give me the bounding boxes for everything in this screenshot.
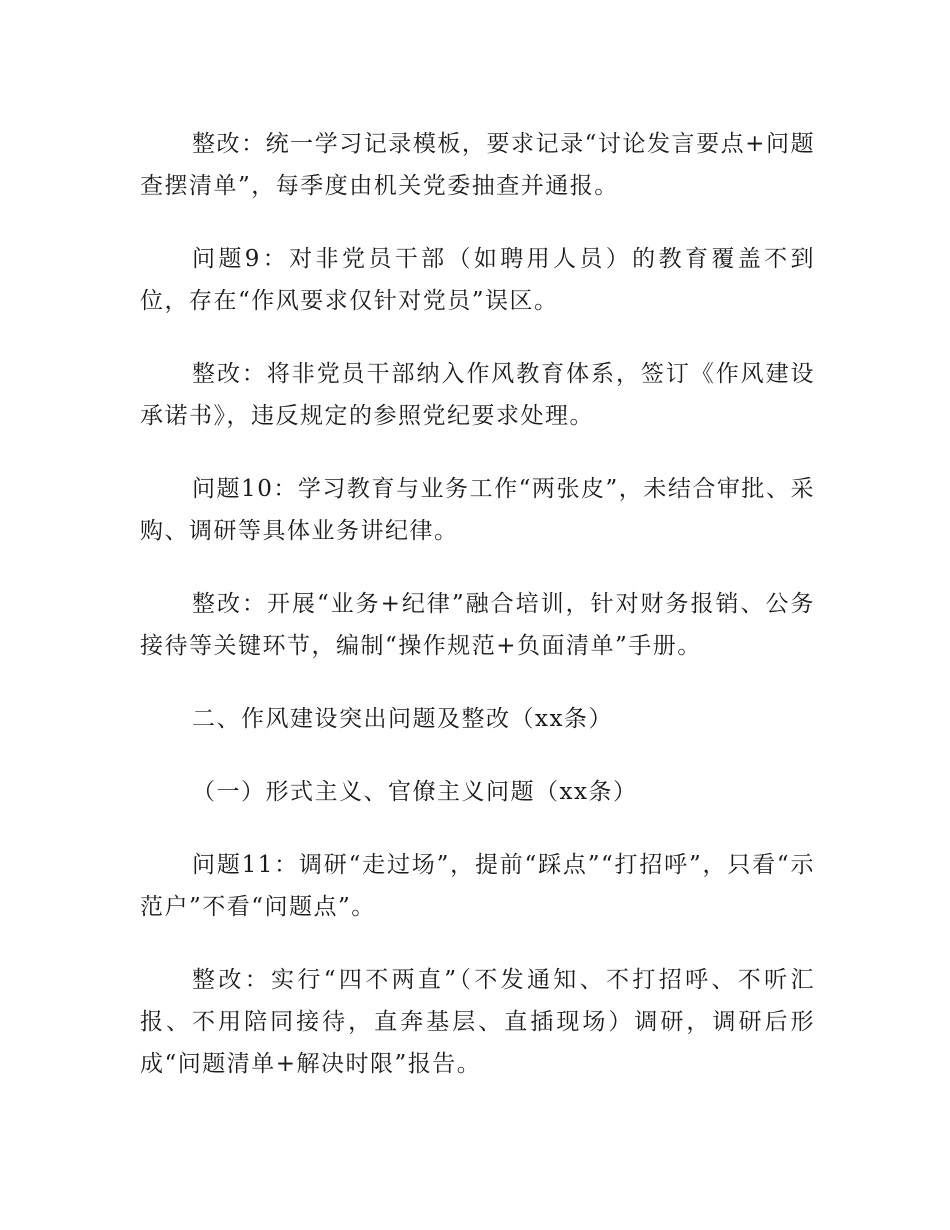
paragraph-problem-10: 问题10：学习教育与业务工作“两张皮”，未结合审批、采购、调研等具体业务讲纪律。	[140, 476, 815, 544]
document-body	[140, 123, 815, 1116]
paragraph-rectification-integrated-training: 整改：开展“业务+纪律”融合培训，针对财务报销、公务接待等关键环节，编制“操作规范+负面清单”手册。	[140, 591, 815, 659]
section-heading-2: 二、作风建设突出问题及整改（xx条）	[192, 706, 613, 732]
paragraph-problem-11: 问题11：调研“走过场”，提前“踩点”“打招呼”，只看“示范户”不看“问题点”。	[140, 852, 815, 920]
subsection-heading-1: （一）形式主义、官僚主义问题（xx条）	[192, 779, 638, 805]
paragraph-problem-9: 问题9：对非党员干部（如聘用人员）的教育覆盖不到位，存在“作风要求仅针对党员”误区。	[140, 246, 815, 314]
paragraph-rectification-study-records: 整改：统一学习记录模板，要求记录“讨论发言要点+问题查摆清单”，每季度由机关党委抽查并通报。	[140, 131, 815, 199]
paragraph-rectification-four-nos: 整改：实行“四不两直”（不发通知、不打招呼、不听汇报、不用陪同接待，直奔基层、直插现场）调研，调研后形成“问题清单+解决时限”报告。	[140, 967, 815, 1077]
paragraph-rectification-non-party-cadres: 整改：将非党员干部纳入作风教育体系，签订《作风建设承诺书》，违反规定的参照党纪要求处理。	[140, 361, 815, 429]
